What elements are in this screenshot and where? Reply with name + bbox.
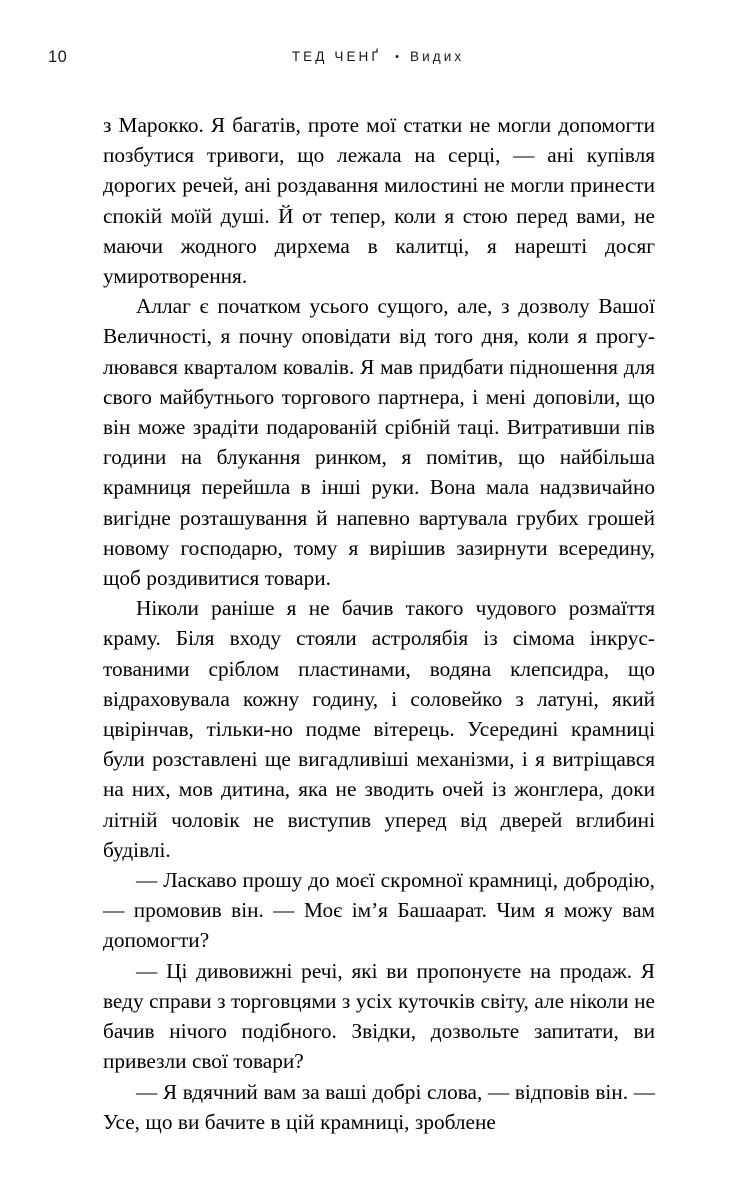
- running-head-book-title: Видих: [409, 49, 465, 64]
- running-head-center: [0, 44, 756, 71]
- paragraph: Ніколи раніше я не бачив такого чудового розмаїття краму. Біля входу стояли астролябія із сімома інкрустованими сріблом пластинами, водяна клепсидра, що відраховувала кожну годину, і соловейко з латуні, який цвірінчав, тільки-но подме вітерець. Усередині крамниці були розставлені ще вигадливіші механізми, і я витріщався на них, мов дитина, яка не зводить очей із жонглера, доки літній чоловік не виступив уперед від дверей вглибині будівлі.: [103, 596, 655, 862]
- paragraph: — Ласкаво прошу до моєї скромної крамниці, добродію, — промовив він. — Моє ім’я Башаарат. Чим я можу вам допомогти?: [103, 868, 655, 953]
- running-head-author: ТЕД ЧЕНҐ: [291, 49, 382, 64]
- paragraph: — Ці дивовижні речі, які ви пропонуєте на продаж. Я веду справи з торговцями з усіх куточків світу, але ніколи не бачив нічого подібного. Звідки, дозвольте запитати, ви привезли свої товари?: [103, 958, 655, 1074]
- page-number: 10: [48, 48, 68, 66]
- bullet-separator-icon: •: [395, 51, 399, 63]
- body-text-block: [103, 110, 655, 1137]
- paragraph: — Я вдячний вам за ваші добрі слова, — відповів він. — Усе, що ви бачите в цій крамниці, зроблене: [103, 1079, 655, 1134]
- paragraph: Аллаг є початком усього сущого, але, з дозволу Вашої Величності, я почну оповідати від того дня, коли я прогулювався кварталом ковалів. Я мав придбати підношення для свого майбутнього торгового партнера, і мені доповіли, що він може зрадіти подарованій срібній таці. Витративши пів години на блукання ринком, я помітив, що найбільша крамниця перейшла в інші руки. Вона мала надзвичайно вигідне розташування й напевно вартувала грубих грошей новому господарю, тому я вирішив зазирнути всередину, щоб роздивитися товари.: [103, 294, 655, 591]
- paragraph: з Марокко. Я багатів, проте мої статки не могли допомогти позбутися тривоги, що лежала на серці, — ані купівля дорогих речей, ані роздавання милостині не могли принести спокій моїй душі. Й от тепер, коли я стою перед вами, не маючи жодного дирхема в калитці, я нарешті досяг умиротворення.: [103, 113, 655, 289]
- running-head: [0, 44, 756, 70]
